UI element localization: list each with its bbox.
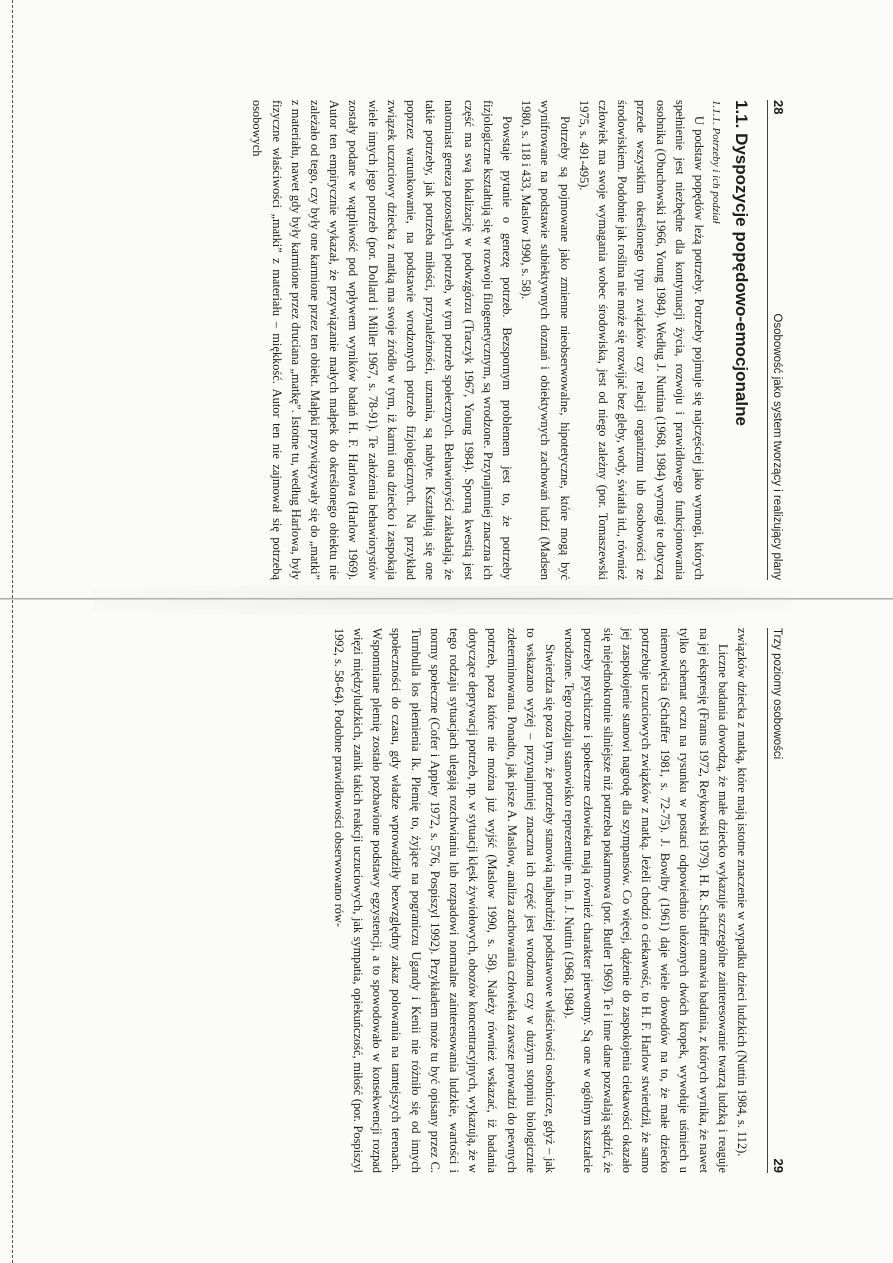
right-running-head	[767, 628, 786, 1173]
right-page	[0, 600, 893, 1263]
right-page-number: 29	[771, 1158, 786, 1173]
right-running-title: Trzy poziomy osobowości	[771, 628, 783, 760]
left-page	[0, 0, 893, 600]
subsection-title: 1.1.1. Potrzeby i ich podział	[710, 100, 722, 224]
left-page-number: 28	[771, 100, 786, 115]
left-running-title: Osobowość jako system tworzący i realizujący plany	[771, 313, 783, 580]
scan-edge-line	[12, 0, 13, 1263]
section-title: 1.1. Dyspozycje popędowo-emocjonalne	[732, 100, 751, 426]
right-paragraph-2: Liczne badania dowodzą, że małe dziecko wykazuje szczególne zainteresowanie twarzą ludzką i reaguje na jej ekspresję (Franus 1972, Reykowski 1979). H. R. Schaffer omawia badania, z których wynika, że nawet tylko schemat oczu na rysunku w postaci odpowiednio ułożonych dwóch kropek, wywołuje uśmiech u niemowlęcia (Schaffer 1981, s. 72-75). J. Bowlby (1961) daje wiele dowodów na to, że małe dziecko potrzebuje uczuciowych związków z matką. Jeżeli chodzi o ciekawość, to H. F. Harlow stwierdził, że samo jej zaspokojenie stanowi nagrodę dla szympansów. Co więcej, dążenie do zaspokojenia ciekawości okazało się niejednokrotnie silniejsze niż potrzeba pokarmowa (por. Butler 1969). Te i inne dane pozwalają sądzić, że potrzeby psychiczne i społeczne człowieka mają również charakter pierwotny. Są one w ogólnym kształcie wrodzone. Tego rodzaju stanowisko reprezentuje m. in. J. Nuttin (1968, 1984).	[562, 628, 730, 1173]
left-paragraph-3: Powstaje pytanie o genezę potrzeb. Bezspornym problemem jest to, że potrzeby fizjologiczne kształtują się w rozwoju filogenetycznym, są wrodzone. Przynajmniej znaczna ich część ma swą lokalizację w podwzgórzu (Traczyk 1967, Young 1984). Sporną kwestią jest natomiast geneza pozostałych potrzeb, w tym potrzeb społecznych. Behawioryści zakładają, że takie potrzeby, jak potrzeba miłości, przynależności, uznania, są nabyte. Kształtują się one poprzez warunkowanie, na podstawie wrodzonych potrzeb fizjologicznych. Na przykład związek uczuciowy dziecka z matką ma swoje źródło w tym, iż karmi ona dziecko i zaspokaja wiele innych jego potrzeb (por. Dollard i Miller 1967, s. 78-91). Te założenia behawiorystów zostały podane w wątpliwość pod wpływem wyników badań H. F. Harlowa (Harlow 1969). Autor ten empirycznie wykazał, że przywiązanie małych małpek do określonego obiektu nie zależało od tego, czy były one karmione przez ten obiekt. Małpki przywiązywały się do „matki” z materiału, nawet gdy były karmione przez druciana „matkę”. Istotne tu, według Harlowa, były fizyczne właściwości „matki” z materiału – miękkość. Autor ten nie zajmował się potrzebą osobowych	[250, 100, 514, 580]
left-paragraph-2: Potrzeby są pojmowane jako zmienne nieobserwowalne, hipotetyczne, które mogą być wynifrowane na podstawie subiektywnych doznań i obiektywnych zachowań ludzi (Madsen 1980, s. 118 i 433, Maslow 1990, s. 58).	[519, 100, 572, 580]
left-paragraph-1: U podstaw popędów leżą potrzeby. Potrzeby pojmuje się najczęściej jako wymogi, których spełnienie jest niezbędne dla kontynuacji życia, rozwoju i prawidłowego funkcjonowania osobnika (Obuchowski 1966, Young 1984). Według J. Nuttina (1968, 1984) wymogi te dotyczą przede wszystkim określonego typu związków czy relacji organizmu lub osobowości ze środowiskiem. Podobnie jak roślina nie może się rozwijać bez gleby, wody, światła itd., również człowiek ma swoje wymagania wobec środowiska, jest od niego zależny (por. Tomaszewski 1975, s. 491-495).	[576, 100, 706, 580]
right-paragraph-3: Stwierdza się poza tym, że potrzeby stanowią najbardziej podstawowe właściwości osobnicze, gdyż – jak to wskazano wyżej – przynajmniej znaczna ich część jest wrodzona czy w dużym stopniu biologicznie zdeterminowana. Ponadto, jak pisze A. Maslow, analiza zachowania człowieka zawsze prowadzi do pewnych potrzeb, poza które nie można już wyjść (Maslow 1990, s. 58). Należy również wskazać, iż badania dotyczące deprywacji potrzeb, np. w sytuacji klęsk żywiołowych, obozów koncentracyjnych, wykazują, że w tego rodzaju sytuacjach ulegają rozchwianiu lub rozpadowi normalne zainteresowania ludzkie, wartości i normy społeczne (Cofer i Appley 1972, s. 576, Pospiszyl 1992). Przykładem może tu być opisany przez C. Turnbulla los plemienia Ik. Plemię to, żyjące na pograniczu Ugandy i Kenii nie różniło się od innych społeczności do czasu, gdy władze wprowadziły bezwzględny zakaz polowania na tamtejszych terenach. Wspomniane plemię zostało pozbawione podstawy egzystencji, a to spowodowało w konsekwencji rozpad więzi międzyludzkich, zanik takich reakcji uczuciowych, jak sympatia, opiekuńczość, miłość (por. Pospiszyl 1992, s. 58-64). Podobne prawidłowości obserwowano rów-	[331, 628, 557, 1173]
left-running-head	[767, 100, 786, 580]
right-paragraph-1: związków dziecka z matką, które mają istotne znaczenie w wypadku dzieci ludzkich (Nuttin 1984, s. 112).	[735, 628, 749, 1157]
